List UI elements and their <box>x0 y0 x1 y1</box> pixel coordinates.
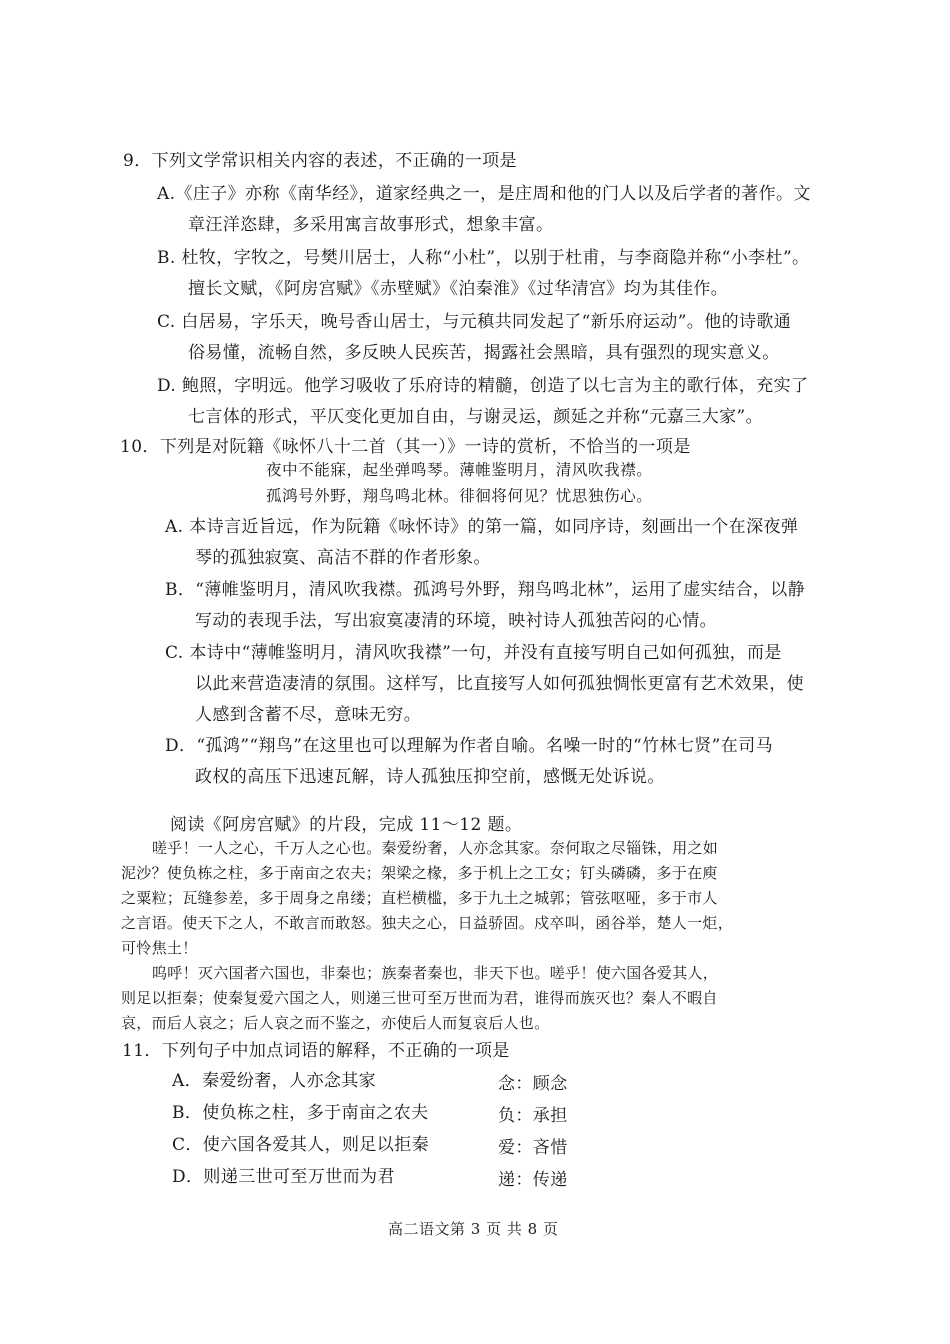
q10-option-d-line2: 政权的高压下迅速瓦解，诗人孤独压抑空前，感慨无处诉说。 <box>195 767 665 787</box>
passage-p1-line4: 之言语。使天下之人，不敢言而敢怒。独夫之心，日益骄固。戍卒叫，函谷举，楚人一炬， <box>121 914 734 932</box>
q10-option-c-line3: 人感到含蓄不尽，意味无穷。 <box>195 705 422 725</box>
q10-stem: 10．下列是对阮籍《咏怀八十二首（其一）》一诗的赏析，不恰当的一项是 <box>120 437 691 457</box>
q11-option-d: D．则递三世可至万世而为君 <box>172 1167 395 1187</box>
q9-option-b-line1: B. 杜牧，字牧之，号樊川居士，人称“小杜”，以别于杜甫，与李商隐并称“小李杜”。 <box>157 248 810 268</box>
reading-intro: 阅读《阿房宫赋》的片段，完成 11～12 题。 <box>170 815 523 835</box>
page-footer: 高二语文第 3 页 共 8 页 <box>388 1220 559 1238</box>
passage-p2-line3: 哀，而后人哀之；后人哀之而不鉴之，亦使后人而复哀后人也。 <box>121 1014 550 1032</box>
q11-option-c: C．使六国各爱其人，则足以拒秦 <box>172 1135 430 1155</box>
passage-p2-line1: 呜呼！灭六国者六国也，非秦也；族秦者秦也，非天下也。嗟乎！使六国各爱其人， <box>152 964 719 982</box>
passage-p1-line3: 之粟粒；瓦缝参差，多于周身之帛缕；直栏横槛，多于九土之城郭；管弦呕哑，多于市人 <box>121 889 718 907</box>
passage-p2-line2: 则足以拒秦；使秦复爱六国之人，则递三世可至万世而为君，谁得而族灭也？秦人不暇自 <box>121 989 718 1007</box>
q10-option-c-line1: C. 本诗中“薄帷鉴明月，清风吹我襟”一句，并没有直接写明自己如何孤独，而是 <box>165 643 782 663</box>
q11-option-a-gloss: 念：顾念 <box>498 1074 568 1094</box>
q9-option-c-line1: C. 白居易，字乐天，晚号香山居士，与元稹共同发起了“新乐府运动”。他的诗歌通 <box>157 312 792 332</box>
q9-option-a-line2: 章汪洋恣肆，多采用寓言故事形式，想象丰富。 <box>188 215 554 235</box>
q9-option-c-line2: 俗易懂，流畅自然，多反映人民疾苦，揭露社会黑暗，具有强烈的现实意义。 <box>188 343 780 363</box>
q10-option-b-line2: 写动的表现手法，写出寂寞凄清的环境，映衬诗人孤独苦闷的心情。 <box>195 611 717 631</box>
q9-option-d-line2: 七言体的形式，平仄变化更加自由，与谢灵运，颜延之并称“元嘉三大家”。 <box>188 407 763 427</box>
q10-option-d-line1: D．“孤鸿”“翔鸟”在这里也可以理解为作者自喻。名噪一时的“竹林七贤”在司马 <box>165 736 773 756</box>
q11-option-b-gloss: 负：承担 <box>498 1106 568 1126</box>
q9-stem: 9．下列文学常识相关内容的表述，不正确的一项是 <box>123 151 518 171</box>
passage-p1-line5: 可怜焦土！ <box>121 939 198 957</box>
q10-poem-line2: 孤鸿号外野，翔鸟鸣北林。徘徊将何见？忧思独伤心。 <box>266 487 653 505</box>
q11-option-a: A．秦爱纷奢，人亦念其家 <box>172 1071 377 1091</box>
q11-option-c-gloss: 爱：吝惜 <box>498 1138 568 1158</box>
q10-option-c-line2: 以此来营造凄清的氛围。这样写，比直接写人如何孤独惆怅更富有艺术效果，使 <box>195 674 804 694</box>
q10-option-a-line2: 琴的孤独寂寞、高洁不群的作者形象。 <box>195 548 491 568</box>
q9-option-b-line2: 擅长文赋，《阿房宫赋》《赤壁赋》《泊秦淮》《过华清宫》均为其佳作。 <box>188 279 729 299</box>
q10-option-b-line1: B．“薄帷鉴明月，清风吹我襟。孤鸿号外野，翔鸟鸣北林”，运用了虚实结合，以静 <box>165 580 806 600</box>
q9-option-a-line1: A.《庄子》亦称《南华经》，道家经典之一，是庄周和他的门人以及后学者的著作。文 <box>157 184 811 204</box>
passage-p1-line1: 嗟乎！一人之心，千万人之心也。秦爱纷奢，人亦念其家。奈何取之尽锱铢，用之如 <box>152 839 719 857</box>
q11-stem: 11．下列句子中加点词语的解释，不正确的一项是 <box>122 1041 510 1061</box>
q9-option-d-line1: D. 鲍照，字明远。他学习吸收了乐府诗的精髓，创造了以七言为主的歌行体，充实了 <box>157 376 809 396</box>
q10-poem-line1: 夜中不能寐，起坐弹鸣琴。薄帷鉴明月，清风吹我襟。 <box>266 461 653 479</box>
q11-option-d-gloss: 递：传递 <box>498 1170 568 1190</box>
passage-p1-line2: 泥沙？使负栋之柱，多于南亩之农夫；架梁之椽，多于机上之工女；钉头磷磷，多于在庾 <box>121 864 718 882</box>
q10-option-a-line1: A. 本诗言近旨远，作为阮籍《咏怀诗》的第一篇，如同序诗，刻画出一个在深夜弹 <box>165 517 799 537</box>
q11-option-b: B．使负栋之柱，多于南亩之农夫 <box>172 1103 429 1123</box>
